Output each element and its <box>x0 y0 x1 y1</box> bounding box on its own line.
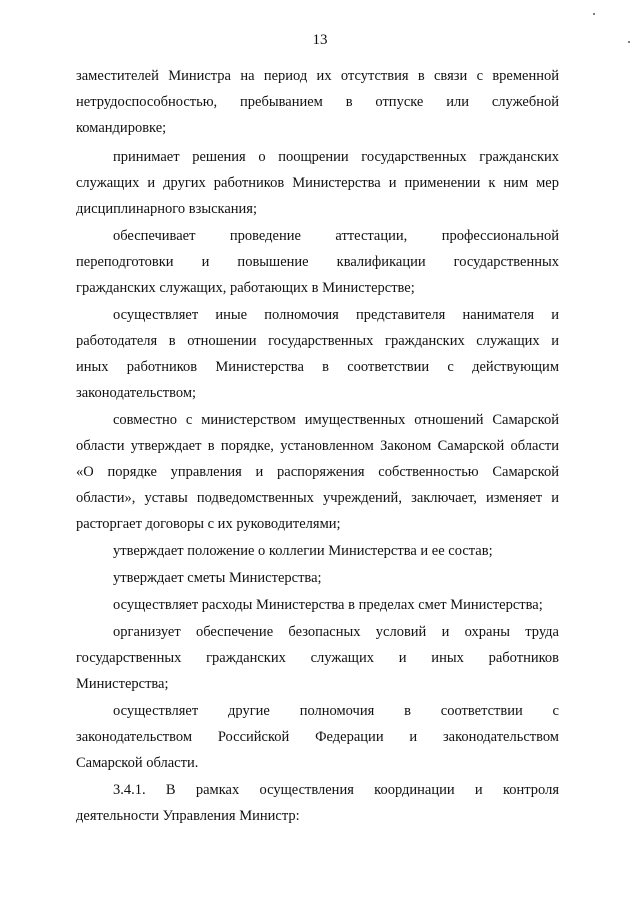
scan-speck <box>628 41 630 43</box>
text-line: командировке; <box>76 120 167 136</box>
text-line: нетрудоспособностью, пребыванием в отпуске или служебной <box>76 94 559 110</box>
text-line: служащих и других работников Министерства и применении к ним мер <box>76 175 559 191</box>
text-line: гражданских служащих, работающих в Министерстве; <box>76 280 415 296</box>
text-line: законодательством; <box>76 385 197 401</box>
text-line: работодателя в отношении государственных гражданских служащих и <box>76 333 559 349</box>
text-line: организует обеспечение безопасных условий и охраны труда <box>113 624 559 640</box>
text-line: осуществляет расходы Министерства в пределах смет Министерства; <box>113 597 543 613</box>
text-line: осуществляет иные полномочия представителя нанимателя и <box>113 307 559 323</box>
text-line: области утверждает в порядке, установленном Законом Самарской области <box>76 438 559 454</box>
text-line: Министерства; <box>76 676 169 692</box>
text-line: переподготовки и повышение квалификации государственных <box>76 254 559 270</box>
text-line: 3.4.1. В рамках осуществления координации и контроля <box>113 782 559 798</box>
text-line: принимает решения о поощрении государственных гражданских <box>113 149 559 165</box>
text-line: заместителей Министра на период их отсутствия в связи с временной <box>76 68 559 84</box>
text-line: иных работников Министерства в соответствии с действующим <box>76 359 559 375</box>
text-line: области», уставы подведомственных учреждений, заключает, изменяет и <box>76 490 559 506</box>
text-line: законодательством Российской Федерации и законодательством <box>76 729 559 745</box>
text-line: обеспечивает проведение аттестации, профессиональной <box>113 228 559 244</box>
text-line: осуществляет другие полномочия в соответствии с <box>113 703 559 719</box>
text-line: утверждает положение о коллегии Министерства и ее состав; <box>113 543 493 559</box>
text-line: совместно с министерством имущественных отношений Самарской <box>113 412 559 428</box>
text-line: «О порядке управления и распоряжения собственностью Самарской <box>76 464 559 480</box>
page-number: 13 <box>312 32 328 48</box>
text-line: государственных гражданских служащих и иных работников <box>76 650 559 666</box>
text-line: утверждает сметы Министерства; <box>113 570 322 586</box>
text-line: дисциплинарного взыскания; <box>76 201 257 217</box>
text-line: расторгает договоры с их руководителями; <box>76 516 341 532</box>
text-line: Самарской области. <box>76 755 199 771</box>
text-line: деятельности Управления Министр: <box>76 808 300 824</box>
scan-speck <box>593 13 595 15</box>
